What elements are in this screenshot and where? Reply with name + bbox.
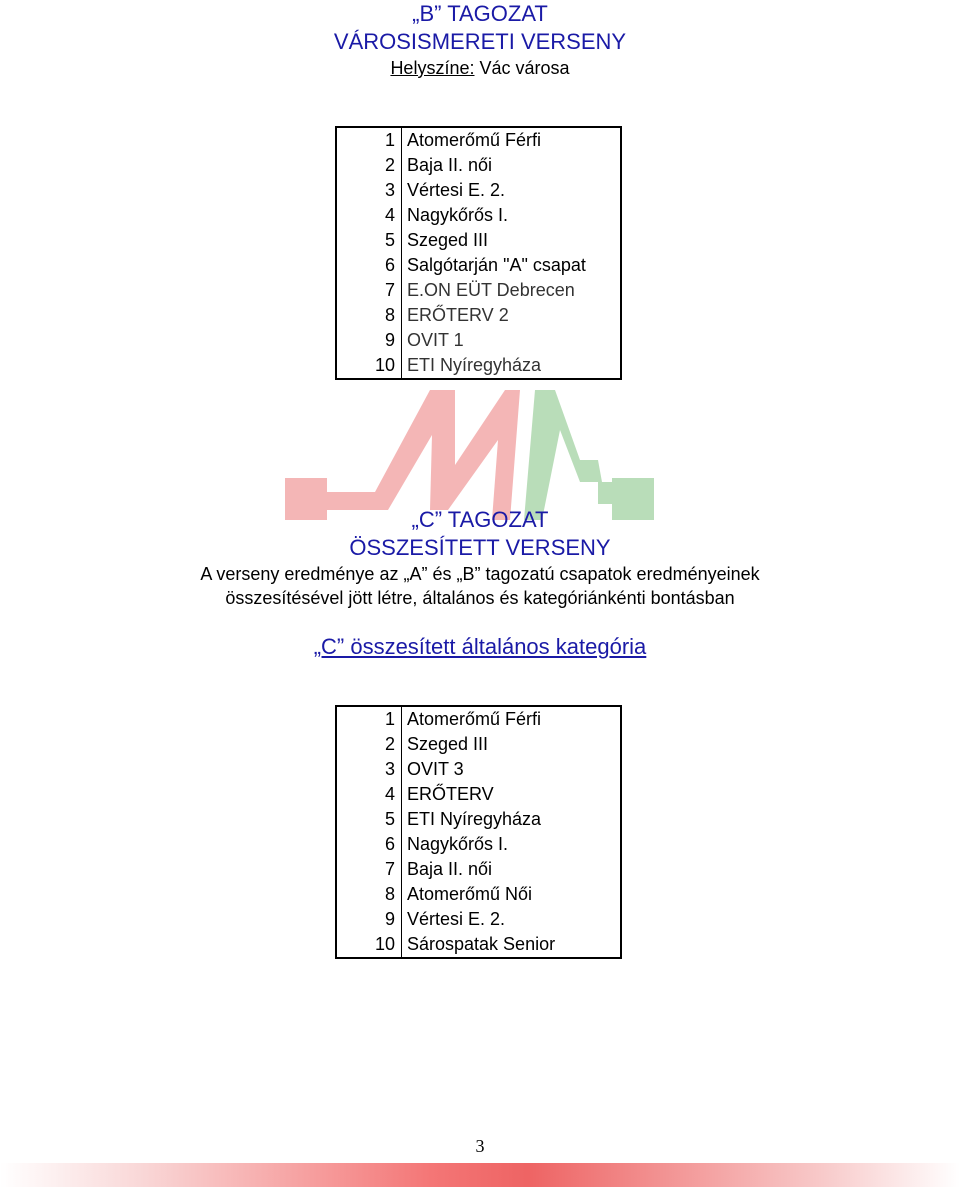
table-row bbox=[336, 203, 621, 228]
team-name-cell: Salgótarján "A" csapat bbox=[407, 255, 586, 275]
team-name-cell: Baja II. női bbox=[407, 155, 493, 175]
table-row bbox=[336, 882, 621, 907]
rank-cell: 4 bbox=[336, 782, 402, 807]
team-name-cell: Baja II. női bbox=[407, 859, 493, 879]
logo-green-stroke bbox=[524, 390, 654, 520]
location-line bbox=[0, 57, 960, 79]
table-row bbox=[336, 757, 621, 782]
b-section-title: „B” TAGOZAT bbox=[412, 1, 548, 26]
footer-decorative-bar bbox=[0, 1163, 960, 1187]
rank-cell: 1 bbox=[336, 127, 402, 153]
table-row bbox=[336, 303, 621, 328]
team-name-cell: Vértesi E. 2. bbox=[407, 180, 506, 200]
team-name-cell: Vértesi E. 2. bbox=[407, 909, 506, 929]
description-line: összesítésével jött létre, általános és kategóriánkénti bontásban bbox=[225, 588, 735, 608]
rank-cell: 5 bbox=[336, 228, 402, 253]
table-row bbox=[336, 706, 621, 732]
table-row bbox=[336, 807, 621, 832]
team-name-cell: ERŐTERV 2 bbox=[407, 305, 509, 325]
rank-cell: 8 bbox=[336, 303, 402, 328]
description-line: A verseny eredménye az „A” és „B” tagozatú csapatok eredményeinek bbox=[200, 564, 760, 584]
team-name-cell: OVIT 3 bbox=[407, 759, 464, 779]
logo-red-stroke bbox=[285, 390, 520, 520]
table-row bbox=[336, 907, 621, 932]
table-row bbox=[336, 832, 621, 857]
table-row bbox=[336, 253, 621, 278]
c-section-description bbox=[0, 562, 960, 610]
c-section-title: „C” TAGOZAT bbox=[411, 507, 549, 532]
rank-cell: 3 bbox=[336, 178, 402, 203]
location-value: Vác városa bbox=[479, 58, 570, 78]
table-row bbox=[336, 782, 621, 807]
rank-cell: 6 bbox=[336, 832, 402, 857]
table-row bbox=[336, 278, 621, 303]
rank-cell: 3 bbox=[336, 757, 402, 782]
c-results-table bbox=[335, 705, 622, 959]
rank-cell: 7 bbox=[336, 857, 402, 882]
team-name-cell: E.ON EÜT Debrecen bbox=[407, 280, 575, 300]
rank-cell: 10 bbox=[336, 353, 402, 379]
table-row bbox=[336, 328, 621, 353]
team-name-cell: Nagykőrős I. bbox=[407, 205, 509, 225]
team-name-cell: ETI Nyíregyháza bbox=[407, 809, 542, 829]
team-name-cell: Atomerőmű Férfi bbox=[407, 130, 542, 150]
rank-cell: 7 bbox=[336, 278, 402, 303]
team-name-cell: Atomerőmű Férfi bbox=[407, 709, 542, 729]
table-row bbox=[336, 732, 621, 757]
table-row bbox=[336, 857, 621, 882]
c-section-subtitle: ÖSSZESÍTETT VERSENY bbox=[349, 535, 611, 560]
team-name-cell: Atomerőmű Női bbox=[407, 884, 533, 904]
team-name-cell: OVIT 1 bbox=[407, 330, 464, 350]
rank-cell: 2 bbox=[336, 732, 402, 757]
rank-cell: 9 bbox=[336, 907, 402, 932]
team-name-cell: Szeged III bbox=[407, 734, 489, 754]
b-section-subtitle: VÁROSISMERETI VERSENY bbox=[333, 29, 627, 54]
rank-cell: 8 bbox=[336, 882, 402, 907]
table-row bbox=[336, 127, 621, 153]
rank-cell: 1 bbox=[336, 706, 402, 732]
table-row bbox=[336, 153, 621, 178]
rank-cell: 9 bbox=[336, 328, 402, 353]
table-row bbox=[336, 932, 621, 958]
rank-cell: 5 bbox=[336, 807, 402, 832]
team-name-cell: ETI Nyíregyháza bbox=[407, 355, 542, 375]
b-results-table bbox=[335, 126, 622, 380]
team-name-cell: ERŐTERV bbox=[407, 784, 494, 804]
rank-cell: 4 bbox=[336, 203, 402, 228]
team-name-cell: Sárospatak Senior bbox=[407, 934, 556, 954]
team-name-cell: Nagykőrős I. bbox=[407, 834, 509, 854]
rank-cell: 6 bbox=[336, 253, 402, 278]
rank-cell: 2 bbox=[336, 153, 402, 178]
location-label: Helyszíne: bbox=[390, 58, 475, 78]
table-row bbox=[336, 228, 621, 253]
team-name-cell: Szeged III bbox=[407, 230, 489, 250]
page-number: 3 bbox=[475, 1136, 485, 1156]
rank-cell: 10 bbox=[336, 932, 402, 958]
table-row bbox=[336, 178, 621, 203]
c-category-heading: „C” összesített általános kategória bbox=[313, 634, 647, 659]
